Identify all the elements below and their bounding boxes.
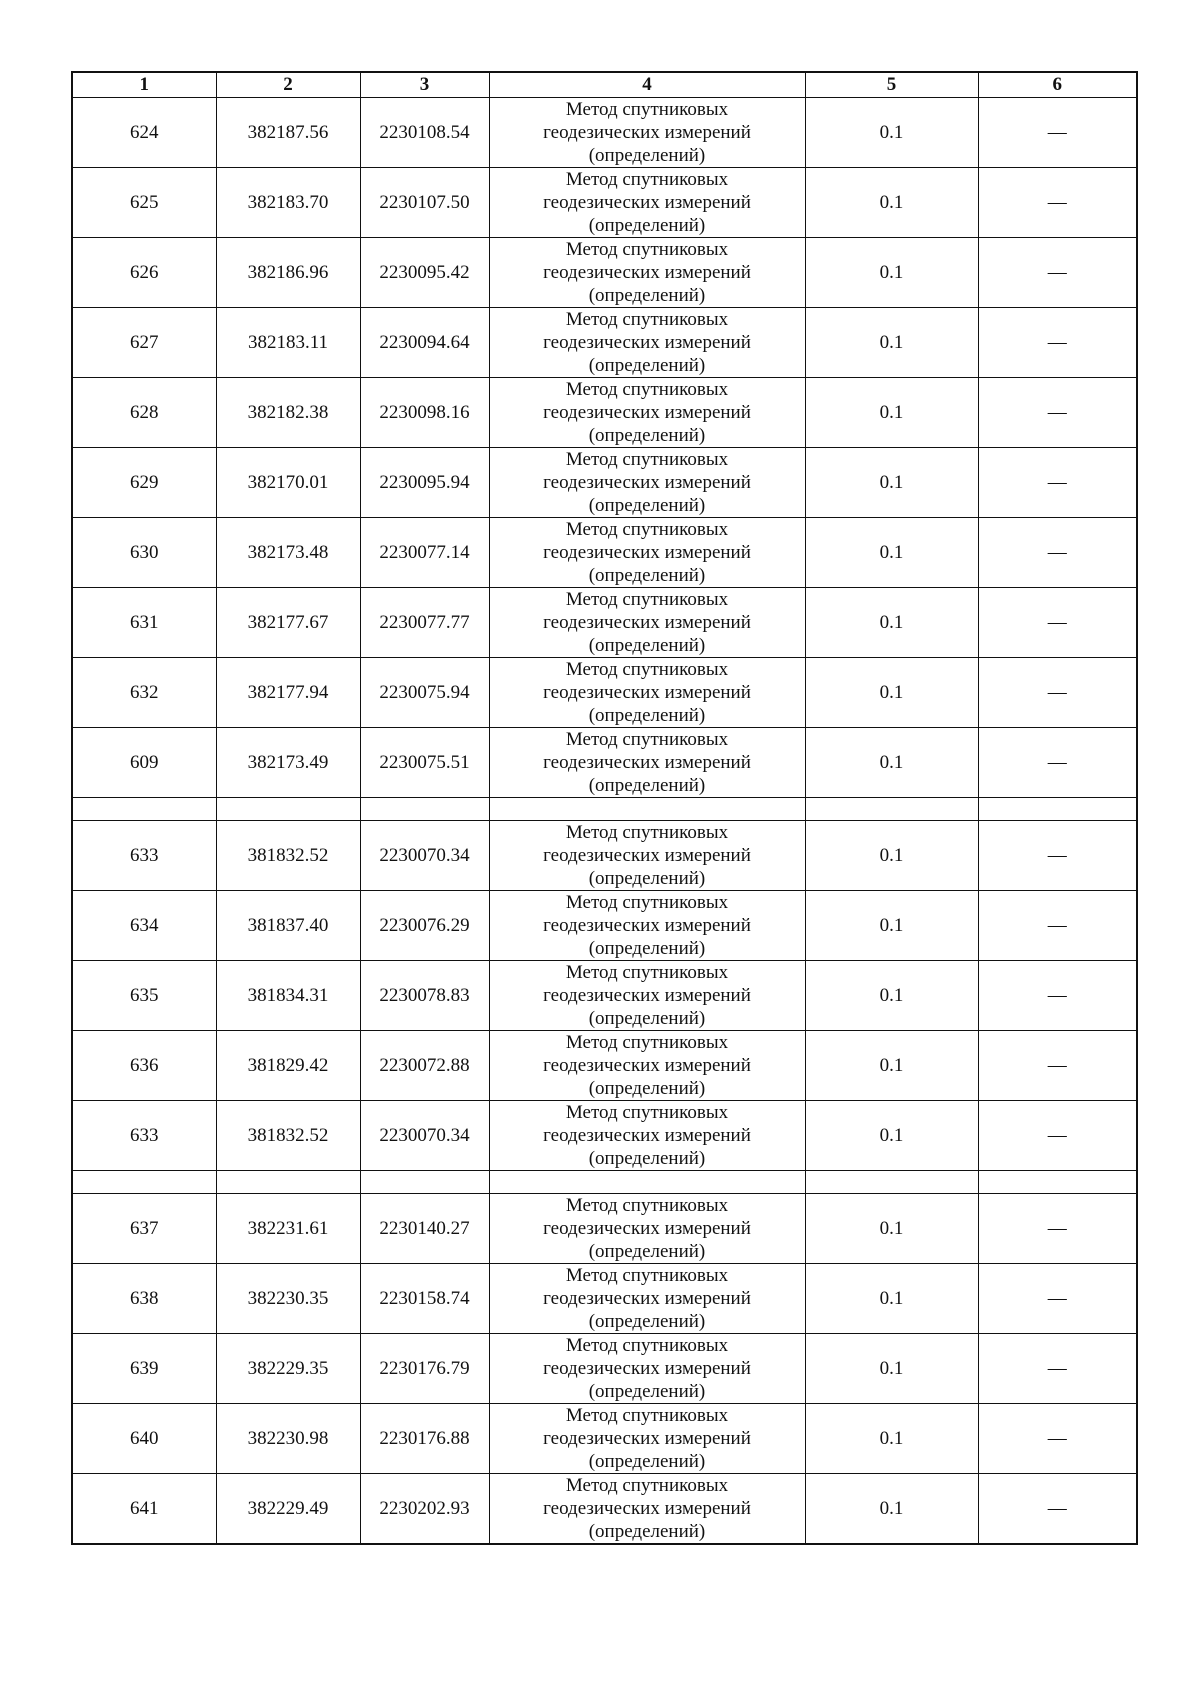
y-coordinate-cell: 2230075.51 (360, 728, 489, 798)
table-row (72, 98, 1137, 168)
description-cell: — (978, 891, 1137, 961)
header-row (72, 72, 1137, 98)
x-coordinate-cell: 382173.48 (216, 518, 360, 588)
column-header-6: 6 (978, 72, 1137, 98)
table-row (72, 448, 1137, 518)
x-coordinate-cell (216, 1171, 360, 1194)
table-row (72, 1194, 1137, 1264)
y-coordinate-cell: 2230070.34 (360, 1101, 489, 1171)
x-coordinate-cell: 382187.56 (216, 98, 360, 168)
method-cell: Метод спутниковых геодезических измерений (определений) (489, 168, 805, 238)
description-cell: — (978, 378, 1137, 448)
x-coordinate-cell: 382182.38 (216, 378, 360, 448)
description-cell: — (978, 658, 1137, 728)
point-number-cell: 629 (72, 448, 216, 518)
point-number-cell: 638 (72, 1264, 216, 1334)
method-cell: Метод спутниковых геодезических измерений (определений) (489, 588, 805, 658)
x-coordinate-cell: 382173.49 (216, 728, 360, 798)
x-coordinate-cell: 382229.35 (216, 1334, 360, 1404)
y-coordinate-cell: 2230077.77 (360, 588, 489, 658)
accuracy-cell: 0.1 (805, 588, 978, 658)
table-row (72, 378, 1137, 448)
method-cell: Метод спутниковых геодезических измерений (определений) (489, 308, 805, 378)
point-number-cell: 628 (72, 378, 216, 448)
method-cell: Метод спутниковых геодезических измерений (определений) (489, 378, 805, 448)
accuracy-cell: 0.1 (805, 1031, 978, 1101)
y-coordinate-cell: 2230077.14 (360, 518, 489, 588)
point-number-cell: 631 (72, 588, 216, 658)
y-coordinate-cell: 2230094.64 (360, 308, 489, 378)
column-header-4: 4 (489, 72, 805, 98)
description-cell (978, 1171, 1137, 1194)
x-coordinate-cell: 381837.40 (216, 891, 360, 961)
coordinates-table (71, 71, 1138, 1545)
table-row (72, 821, 1137, 891)
point-number-cell: 627 (72, 308, 216, 378)
point-number-cell: 609 (72, 728, 216, 798)
method-cell: Метод спутниковых геодезических измерений (определений) (489, 728, 805, 798)
accuracy-cell: 0.1 (805, 728, 978, 798)
point-number-cell: 639 (72, 1334, 216, 1404)
method-cell: Метод спутниковых геодезических измерений (определений) (489, 1101, 805, 1171)
table-row (72, 308, 1137, 378)
point-number-cell: 636 (72, 1031, 216, 1101)
description-cell: — (978, 1264, 1137, 1334)
point-number-cell: 634 (72, 891, 216, 961)
x-coordinate-cell: 382231.61 (216, 1194, 360, 1264)
accuracy-cell: 0.1 (805, 168, 978, 238)
column-header-1: 1 (72, 72, 216, 98)
point-number-cell: 640 (72, 1404, 216, 1474)
x-coordinate-cell: 382170.01 (216, 448, 360, 518)
description-cell: — (978, 1101, 1137, 1171)
accuracy-cell: 0.1 (805, 961, 978, 1031)
y-coordinate-cell: 2230176.79 (360, 1334, 489, 1404)
description-cell: — (978, 98, 1137, 168)
description-cell: — (978, 1334, 1137, 1404)
y-coordinate-cell (360, 798, 489, 821)
method-cell: Метод спутниковых геодезических измерений (определений) (489, 448, 805, 518)
x-coordinate-cell: 382183.11 (216, 308, 360, 378)
point-number-cell: 624 (72, 98, 216, 168)
point-number-cell (72, 1171, 216, 1194)
accuracy-cell: 0.1 (805, 378, 978, 448)
point-number-cell: 630 (72, 518, 216, 588)
y-coordinate-cell: 2230202.93 (360, 1474, 489, 1545)
x-coordinate-cell: 382229.49 (216, 1474, 360, 1545)
x-coordinate-cell (216, 798, 360, 821)
column-header-5: 5 (805, 72, 978, 98)
y-coordinate-cell: 2230078.83 (360, 961, 489, 1031)
column-header-2: 2 (216, 72, 360, 98)
method-cell: Метод спутниковых геодезических измерений (определений) (489, 1031, 805, 1101)
x-coordinate-cell: 382230.35 (216, 1264, 360, 1334)
method-cell (489, 798, 805, 821)
method-cell: Метод спутниковых геодезических измерений (определений) (489, 1334, 805, 1404)
accuracy-cell: 0.1 (805, 1404, 978, 1474)
table-row (72, 518, 1137, 588)
description-cell: — (978, 588, 1137, 658)
table-header (72, 72, 1137, 98)
x-coordinate-cell: 382186.96 (216, 238, 360, 308)
accuracy-cell: 0.1 (805, 821, 978, 891)
table-row (72, 1101, 1137, 1171)
point-number-cell: 635 (72, 961, 216, 1031)
accuracy-cell: 0.1 (805, 308, 978, 378)
x-coordinate-cell: 382183.70 (216, 168, 360, 238)
accuracy-cell: 0.1 (805, 658, 978, 728)
description-cell (978, 798, 1137, 821)
accuracy-cell: 0.1 (805, 518, 978, 588)
description-cell: — (978, 1474, 1137, 1545)
x-coordinate-cell: 382177.67 (216, 588, 360, 658)
y-coordinate-cell: 2230176.88 (360, 1404, 489, 1474)
y-coordinate-cell: 2230140.27 (360, 1194, 489, 1264)
separator-row (72, 798, 1137, 821)
y-coordinate-cell: 2230070.34 (360, 821, 489, 891)
y-coordinate-cell: 2230095.94 (360, 448, 489, 518)
point-number-cell: 633 (72, 821, 216, 891)
point-number-cell: 633 (72, 1101, 216, 1171)
table-row (72, 728, 1137, 798)
table-row (72, 1334, 1137, 1404)
accuracy-cell: 0.1 (805, 1101, 978, 1171)
method-cell: Метод спутниковых геодезических измерений (определений) (489, 821, 805, 891)
y-coordinate-cell: 2230076.29 (360, 891, 489, 961)
x-coordinate-cell: 382177.94 (216, 658, 360, 728)
description-cell: — (978, 168, 1137, 238)
description-cell: — (978, 448, 1137, 518)
x-coordinate-cell: 381829.42 (216, 1031, 360, 1101)
method-cell: Метод спутниковых геодезических измерений (определений) (489, 1404, 805, 1474)
method-cell: Метод спутниковых геодезических измерений (определений) (489, 1264, 805, 1334)
method-cell (489, 1171, 805, 1194)
y-coordinate-cell: 2230158.74 (360, 1264, 489, 1334)
method-cell: Метод спутниковых геодезических измерений (определений) (489, 891, 805, 961)
description-cell: — (978, 1404, 1137, 1474)
table-row (72, 1474, 1137, 1545)
accuracy-cell (805, 798, 978, 821)
table-row (72, 238, 1137, 308)
point-number-cell: 637 (72, 1194, 216, 1264)
method-cell: Метод спутниковых геодезических измерений (определений) (489, 238, 805, 308)
description-cell: — (978, 1194, 1137, 1264)
description-cell: — (978, 518, 1137, 588)
accuracy-cell: 0.1 (805, 1334, 978, 1404)
description-cell: — (978, 728, 1137, 798)
table-row (72, 1404, 1137, 1474)
description-cell: — (978, 308, 1137, 378)
separator-row (72, 1171, 1137, 1194)
method-cell: Метод спутниковых геодезических измерений (определений) (489, 961, 805, 1031)
y-coordinate-cell: 2230072.88 (360, 1031, 489, 1101)
y-coordinate-cell: 2230098.16 (360, 378, 489, 448)
accuracy-cell: 0.1 (805, 238, 978, 308)
description-cell: — (978, 238, 1137, 308)
point-number-cell (72, 798, 216, 821)
point-number-cell: 641 (72, 1474, 216, 1545)
accuracy-cell: 0.1 (805, 98, 978, 168)
column-header-3: 3 (360, 72, 489, 98)
accuracy-cell: 0.1 (805, 891, 978, 961)
accuracy-cell: 0.1 (805, 1264, 978, 1334)
y-coordinate-cell: 2230107.50 (360, 168, 489, 238)
method-cell: Метод спутниковых геодезических измерений (определений) (489, 1474, 805, 1545)
accuracy-cell: 0.1 (805, 1194, 978, 1264)
y-coordinate-cell: 2230108.54 (360, 98, 489, 168)
y-coordinate-cell (360, 1171, 489, 1194)
y-coordinate-cell: 2230075.94 (360, 658, 489, 728)
table-row (72, 658, 1137, 728)
description-cell: — (978, 821, 1137, 891)
table-row (72, 588, 1137, 658)
method-cell: Метод спутниковых геодезических измерений (определений) (489, 658, 805, 728)
x-coordinate-cell: 382230.98 (216, 1404, 360, 1474)
method-cell: Метод спутниковых геодезических измерений (определений) (489, 1194, 805, 1264)
x-coordinate-cell: 381834.31 (216, 961, 360, 1031)
table-row (72, 1031, 1137, 1101)
point-number-cell: 632 (72, 658, 216, 728)
method-cell: Метод спутниковых геодезических измерений (определений) (489, 518, 805, 588)
point-number-cell: 626 (72, 238, 216, 308)
accuracy-cell: 0.1 (805, 448, 978, 518)
x-coordinate-cell: 381832.52 (216, 821, 360, 891)
y-coordinate-cell: 2230095.42 (360, 238, 489, 308)
table-row (72, 168, 1137, 238)
table-row (72, 1264, 1137, 1334)
table-row (72, 961, 1137, 1031)
description-cell: — (978, 1031, 1137, 1101)
accuracy-cell (805, 1171, 978, 1194)
method-cell: Метод спутниковых геодезических измерений (определений) (489, 98, 805, 168)
point-number-cell: 625 (72, 168, 216, 238)
table-body (72, 98, 1137, 1545)
accuracy-cell: 0.1 (805, 1474, 978, 1545)
table-row (72, 891, 1137, 961)
x-coordinate-cell: 381832.52 (216, 1101, 360, 1171)
description-cell: — (978, 961, 1137, 1031)
